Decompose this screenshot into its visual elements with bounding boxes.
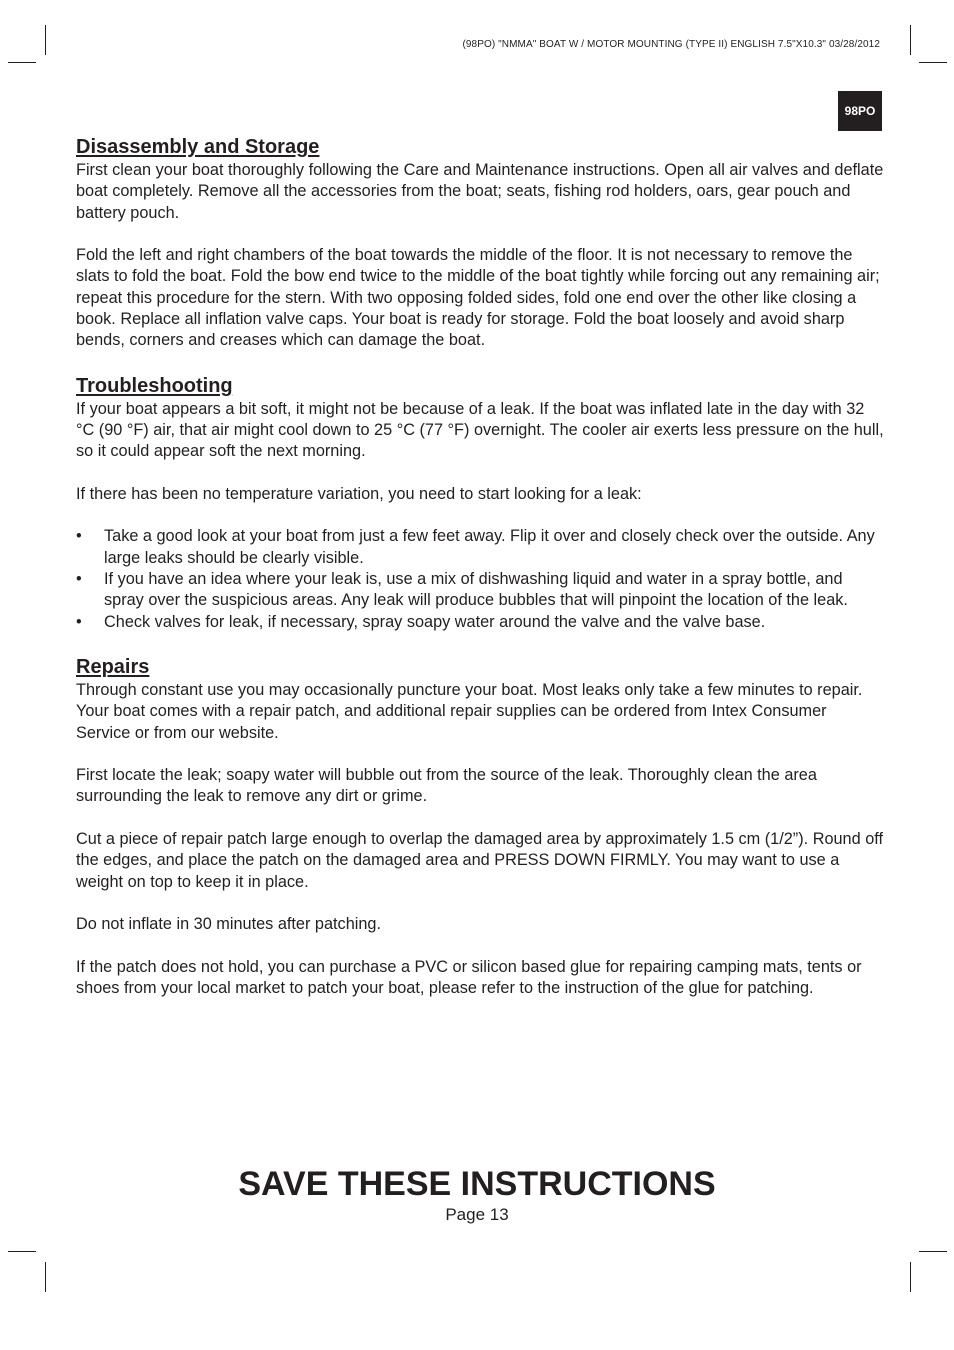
list-item: • Check valves for leak, if necessary, spray soapy water around the valve and the valve base. xyxy=(76,612,884,633)
paragraph: Do not inflate in 30 minutes after patching. xyxy=(76,915,382,934)
header-meta-text: (98PO) "NMMA" BOAT W / MOTOR MOUNTING (TYPE II) ENGLISH 7.5"X10.3" 03/28/2012 xyxy=(462,39,880,50)
footer-title: SAVE THESE INSTRUCTIONS xyxy=(238,1165,716,1203)
paragraph: Cut a piece of repair patch large enough to overlap the damaged area by approximately 1.5 cm (1/2”). Round off the edges, and place the patch on the damaged area and PRESS DOWN FIRMLY. You may want to use a weight on top to keep it in place. xyxy=(76,830,884,891)
paragraph: Fold the left and right chambers of the boat towards the middle of the floor. It is not necessary to remove the slats to fold the boat. Fold the bow end twice to the middle of the boat tightly while forcing out any remaining air; repeat this procedure for the stern. With two opposing folded sides, fold one end over the other like closing a book. Replace all inflation valve caps. Your boat is ready for storage. Fold the boat loosely and avoid sharp bends, corners and creases which can damage the boat. xyxy=(76,246,880,350)
list-item: • If you have an idea where your leak is, use a mix of dishwashing liquid and water in a spray bottle, and spray over the suspicious areas. Any leak will produce bubbles that will pinpoint the location of the leak. xyxy=(76,569,884,612)
page-number: Page 13 xyxy=(445,1205,509,1224)
paragraph: If there has been no temperature variation, you need to start looking for a leak: xyxy=(76,484,642,503)
paragraph: First clean your boat thoroughly following the Care and Maintenance instructions. Open all air valves and deflate boat completely. Remove all the accessories from the boat; seats, fishing rod holders, oars, gear pouch and battery pouch. xyxy=(76,161,884,222)
bullet-list xyxy=(76,526,884,632)
section-title-troubleshooting: Troubleshooting xyxy=(76,374,233,397)
product-code-badge: 98PO xyxy=(838,91,882,131)
crop-mark-bottom-right-v xyxy=(910,1262,911,1292)
list-item: • Take a good look at your boat from just a few feet away. Flip it over and closely check over the outside. Any large leaks should be clearly visible. xyxy=(76,526,884,569)
crop-mark-bottom-left-h xyxy=(8,1251,36,1252)
paragraph: Through constant use you may occasionally puncture your boat. Most leaks only take a few minutes to repair. Your boat comes with a repair patch, and additional repair supplies can be ordered from Intex Consumer Service or from our website. xyxy=(76,680,863,742)
section-disassembly xyxy=(76,134,884,352)
crop-mark-top-left-h xyxy=(8,62,36,63)
section-repairs xyxy=(76,654,884,999)
crop-mark-top-left-v xyxy=(45,25,46,55)
section-troubleshooting xyxy=(76,373,884,633)
crop-mark-bottom-left-v xyxy=(45,1262,46,1292)
section-title-repairs: Repairs xyxy=(76,655,150,678)
paragraph: If your boat appears a bit soft, it might not be because of a leak. If the boat was inflated late in the day with 32 °C (90 °F) air, that air might cool down to 25 °C (77 °F) overnight. The cooler air exerts less pressure on the hull, so it could appear soft the next morning. xyxy=(76,399,884,461)
page-content xyxy=(76,134,884,999)
crop-mark-top-right-v xyxy=(910,25,911,55)
crop-mark-top-right-h xyxy=(919,62,947,63)
section-title-disassembly: Disassembly and Storage xyxy=(76,136,320,158)
paragraph: First locate the leak; soapy water will bubble out from the source of the leak. Thoroughly clean the area surrounding the leak to remove any dirt or grime. xyxy=(76,766,817,806)
paragraph: If the patch does not hold, you can purchase a PVC or silicon based glue for repairing camping mats, tents or shoes from your local market to patch your boat, please refer to the instruction of the glue for patching. xyxy=(76,957,862,998)
crop-mark-bottom-right-h xyxy=(919,1251,947,1252)
